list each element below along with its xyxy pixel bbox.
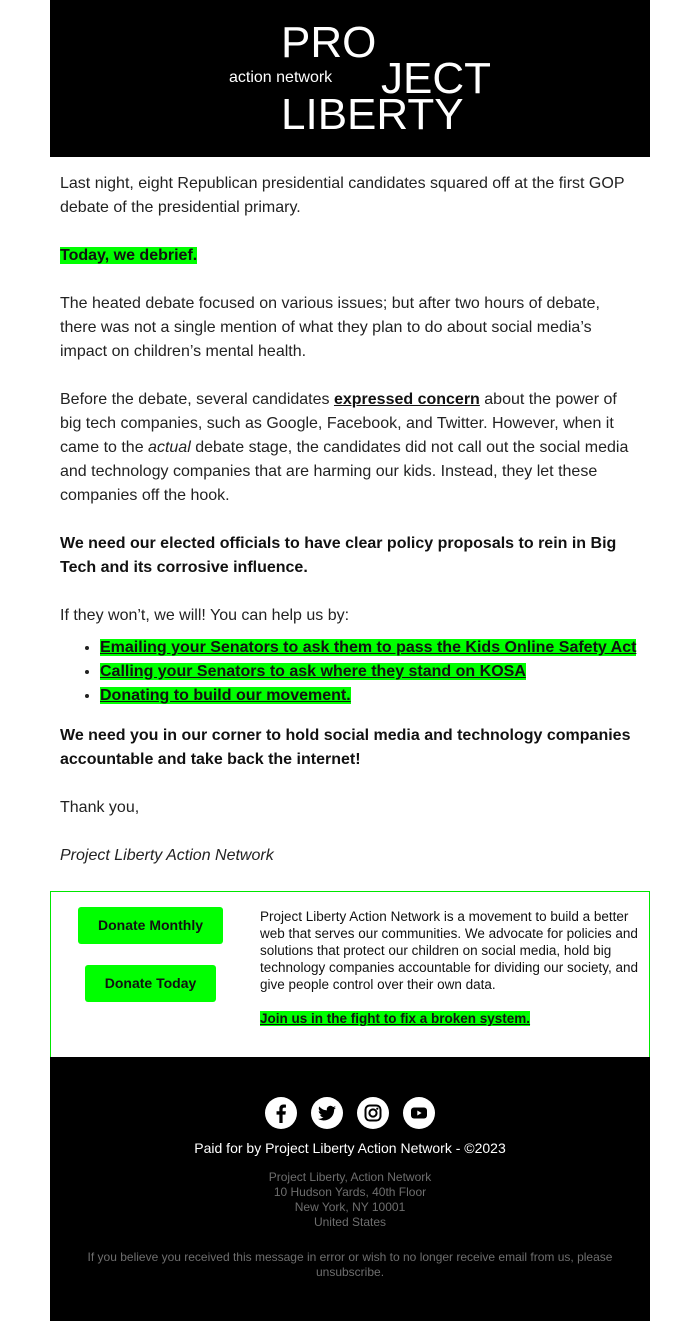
unsubscribe-notice (80, 1250, 620, 1280)
debrief-highlight: Today, we debrief. (60, 247, 198, 264)
project-liberty-logo[interactable] (50, 0, 650, 157)
join-paragraph (260, 1010, 640, 1027)
corner-paragraph: We need you in our corner to hold social media and technology companies accountable and take back the internet! (60, 727, 631, 768)
mailing-address (50, 1170, 650, 1230)
concern-text-mid: about the power of big tech companies, such as Google, Facebook, and Twitter. However, when it came to the (60, 391, 617, 456)
logo-line-liberty: LIBERTY (281, 90, 464, 139)
address-line: 10 Hudson Yards, 40th Floor (273, 1185, 427, 1199)
youtube-icon[interactable] (403, 1097, 435, 1129)
twitter-icon[interactable] (311, 1097, 343, 1129)
list-item (100, 636, 640, 660)
unsubscribe-link[interactable]: unsubscribe (315, 1265, 381, 1279)
email-body (60, 172, 640, 892)
donate-movement-link[interactable]: Donating to build our movement. (100, 687, 351, 704)
join-fight-link[interactable]: Join us in the fight to fix a broken system. (260, 1011, 531, 1026)
about-section (260, 908, 640, 1044)
donate-box (50, 891, 650, 1058)
donate-monthly-button[interactable]: Donate Monthly (78, 907, 223, 944)
debrief-paragraph (60, 244, 640, 268)
thanks-text: Thank you, (60, 799, 140, 816)
concern-paragraph (60, 388, 640, 508)
concern-text-emphasis: actual (148, 439, 191, 456)
header-banner (50, 0, 650, 157)
unsubscribe-text-post: . (380, 1265, 385, 1279)
email-senators-link[interactable]: Emailing your Senators to ask them to pass the Kids Online Safety Act (100, 639, 637, 656)
unsubscribe-text-pre: If you believe you received this message in error or wish to no longer receive email from us, please (87, 1250, 613, 1264)
about-text: Project Liberty Action Network is a movement to build a better web that serves our communities. We advocate for policies and solutions that protect our children on social media, hold big technology companies accountable for dividing our society, and give people control over their own data. (260, 909, 638, 992)
address-line: New York, NY 10001 (294, 1200, 406, 1214)
list-item (100, 684, 640, 708)
address-line: Project Liberty, Action Network (268, 1170, 432, 1184)
call-senators-link[interactable]: Calling your Senators to ask where they stand on KOSA (100, 663, 526, 680)
address-line: United States (313, 1215, 387, 1229)
instagram-icon[interactable] (357, 1097, 389, 1129)
social-links (50, 1097, 650, 1129)
list-item (100, 660, 640, 684)
logo-line-ject: JECT (381, 54, 491, 103)
logo-action-network: action network (229, 69, 333, 86)
signature: Project Liberty Action Network (60, 847, 274, 864)
concern-text-pre: Before the debate, several candidates (60, 391, 334, 408)
intro-paragraph: Last night, eight Republican presidential candidates squared off at the first GOP debate of the presidential primary. (60, 175, 625, 216)
action-list (60, 636, 640, 708)
donate-today-button[interactable]: Donate Today (85, 965, 216, 1002)
paid-for-text: Paid for by Project Liberty Action Network - ©2023 (194, 1140, 506, 1156)
footer (50, 1057, 650, 1321)
expressed-concern-link[interactable]: expressed concern (333, 391, 480, 408)
debate-paragraph: The heated debate focused on various issues; but after two hours of debate, there was not a single mention of what they plan to do about social media’s impact on children’s mental health. (60, 295, 600, 360)
concern-text-post: debate stage, the candidates did not call out the social media and technology companies that are harming our kids. Instead, they let these companies off the hook. (60, 439, 629, 504)
logo-line-pro: PRO (281, 18, 377, 67)
help-paragraph: If they won’t, we will! You can help us by: (60, 607, 350, 624)
facebook-icon[interactable] (265, 1097, 297, 1129)
policy-paragraph: We need our elected officials to have clear policy proposals to rein in Big Tech and its corrosive influence. (60, 535, 617, 576)
